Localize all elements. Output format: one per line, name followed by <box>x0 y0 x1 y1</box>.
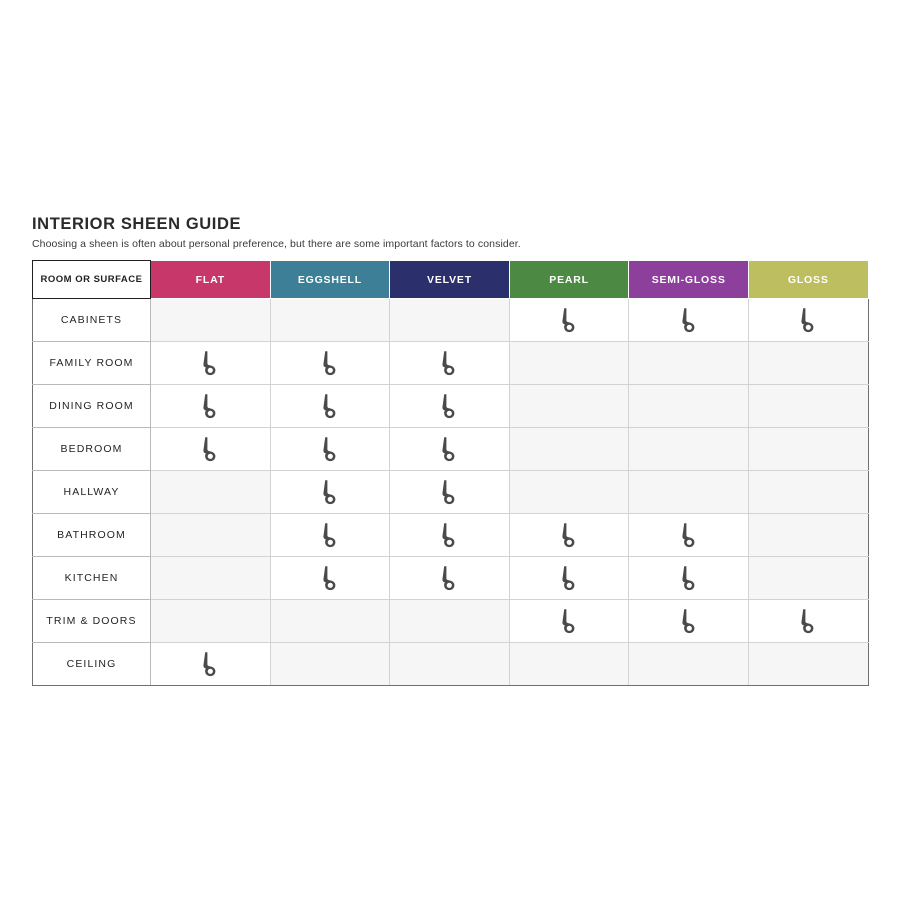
row-label: HALLWAY <box>33 471 151 514</box>
cell-flat <box>151 600 271 643</box>
cell-gloss <box>748 428 868 471</box>
paint-drip-icon <box>200 651 220 677</box>
table-row <box>33 299 869 342</box>
cell-semi-gloss <box>629 557 749 600</box>
cell-eggshell <box>270 385 390 428</box>
cell-velvet <box>390 471 510 514</box>
cell-velvet <box>390 299 510 342</box>
cell-pearl <box>509 385 629 428</box>
header-row <box>33 261 869 299</box>
paint-drip-icon <box>439 522 459 548</box>
cell-pearl <box>509 557 629 600</box>
table-row <box>33 514 869 557</box>
column-header-velvet: VELVET <box>390 261 510 299</box>
paint-drip-icon <box>200 393 220 419</box>
page-title: INTERIOR SHEEN GUIDE <box>32 215 242 233</box>
column-header-eggshell: EGGSHELL <box>270 261 390 299</box>
cell-eggshell <box>270 471 390 514</box>
table-row <box>33 600 869 643</box>
cell-semi-gloss <box>629 342 749 385</box>
paint-drip-icon <box>320 565 340 591</box>
column-header-pearl: PEARL <box>509 261 629 299</box>
paint-drip-icon <box>200 350 220 376</box>
cell-pearl <box>509 600 629 643</box>
paint-drip-icon <box>439 393 459 419</box>
cell-gloss <box>748 557 868 600</box>
paint-drip-icon <box>320 436 340 462</box>
column-header-flat: FLAT <box>151 261 271 299</box>
paint-drip-icon <box>798 307 818 333</box>
cell-flat <box>151 557 271 600</box>
cell-pearl <box>509 428 629 471</box>
table-row <box>33 471 869 514</box>
table-row <box>33 428 869 471</box>
column-header-room-or-surface: ROOM OR SURFACE <box>33 261 151 299</box>
paint-drip-icon <box>320 479 340 505</box>
cell-semi-gloss <box>629 385 749 428</box>
cell-semi-gloss <box>629 299 749 342</box>
paint-drip-icon <box>439 479 459 505</box>
cell-pearl <box>509 471 629 514</box>
cell-pearl <box>509 514 629 557</box>
row-label: KITCHEN <box>33 557 151 600</box>
cell-velvet <box>390 600 510 643</box>
cell-gloss <box>748 342 868 385</box>
cell-flat <box>151 385 271 428</box>
cell-eggshell <box>270 428 390 471</box>
cell-velvet <box>390 342 510 385</box>
cell-gloss <box>748 600 868 643</box>
paint-drip-icon <box>320 350 340 376</box>
paint-drip-icon <box>679 608 699 634</box>
paint-drip-icon <box>439 436 459 462</box>
cell-eggshell <box>270 299 390 342</box>
cell-eggshell <box>270 600 390 643</box>
paint-drip-icon <box>439 350 459 376</box>
cell-eggshell <box>270 342 390 385</box>
cell-velvet <box>390 514 510 557</box>
cell-flat <box>151 428 271 471</box>
cell-velvet <box>390 385 510 428</box>
cell-flat <box>151 471 271 514</box>
cell-eggshell <box>270 514 390 557</box>
cell-semi-gloss <box>629 471 749 514</box>
cell-velvet <box>390 428 510 471</box>
table-row <box>33 557 869 600</box>
paint-drip-icon <box>559 522 579 548</box>
cell-gloss <box>748 471 868 514</box>
cell-velvet <box>390 557 510 600</box>
row-label: TRIM & DOORS <box>33 600 151 643</box>
column-header-semi-gloss: SEMI-GLOSS <box>629 261 749 299</box>
cell-pearl <box>509 643 629 686</box>
cell-gloss <box>748 385 868 428</box>
paint-drip-icon <box>559 565 579 591</box>
paint-drip-icon <box>679 522 699 548</box>
row-label: DINING ROOM <box>33 385 151 428</box>
table-row <box>33 643 869 686</box>
row-label: CABINETS <box>33 299 151 342</box>
cell-velvet <box>390 643 510 686</box>
row-label: BATHROOM <box>33 514 151 557</box>
cell-semi-gloss <box>629 428 749 471</box>
page-subtitle: Choosing a sheen is often about personal preference, but there are some important factors to consider. <box>32 238 521 250</box>
paint-drip-icon <box>439 565 459 591</box>
cell-semi-gloss <box>629 600 749 643</box>
paint-drip-icon <box>679 565 699 591</box>
column-header-gloss: GLOSS <box>748 261 868 299</box>
row-label: BEDROOM <box>33 428 151 471</box>
cell-gloss <box>748 514 868 557</box>
cell-gloss <box>748 643 868 686</box>
cell-semi-gloss <box>629 514 749 557</box>
paint-drip-icon <box>320 393 340 419</box>
sheen-matrix-table <box>32 260 869 686</box>
cell-eggshell <box>270 643 390 686</box>
sheen-guide-sheet <box>32 215 868 686</box>
table-row <box>33 342 869 385</box>
cell-flat <box>151 299 271 342</box>
cell-flat <box>151 643 271 686</box>
table-row <box>33 385 869 428</box>
cell-pearl <box>509 342 629 385</box>
paint-drip-icon <box>679 307 699 333</box>
cell-pearl <box>509 299 629 342</box>
table-body <box>33 299 869 686</box>
cell-flat <box>151 514 271 557</box>
paint-drip-icon <box>559 307 579 333</box>
cell-semi-gloss <box>629 643 749 686</box>
row-label: CEILING <box>33 643 151 686</box>
paint-drip-icon <box>200 436 220 462</box>
cell-eggshell <box>270 557 390 600</box>
paint-drip-icon <box>798 608 818 634</box>
row-label: FAMILY ROOM <box>33 342 151 385</box>
table-header <box>33 261 869 299</box>
cell-flat <box>151 342 271 385</box>
paint-drip-icon <box>320 522 340 548</box>
paint-drip-icon <box>559 608 579 634</box>
cell-gloss <box>748 299 868 342</box>
